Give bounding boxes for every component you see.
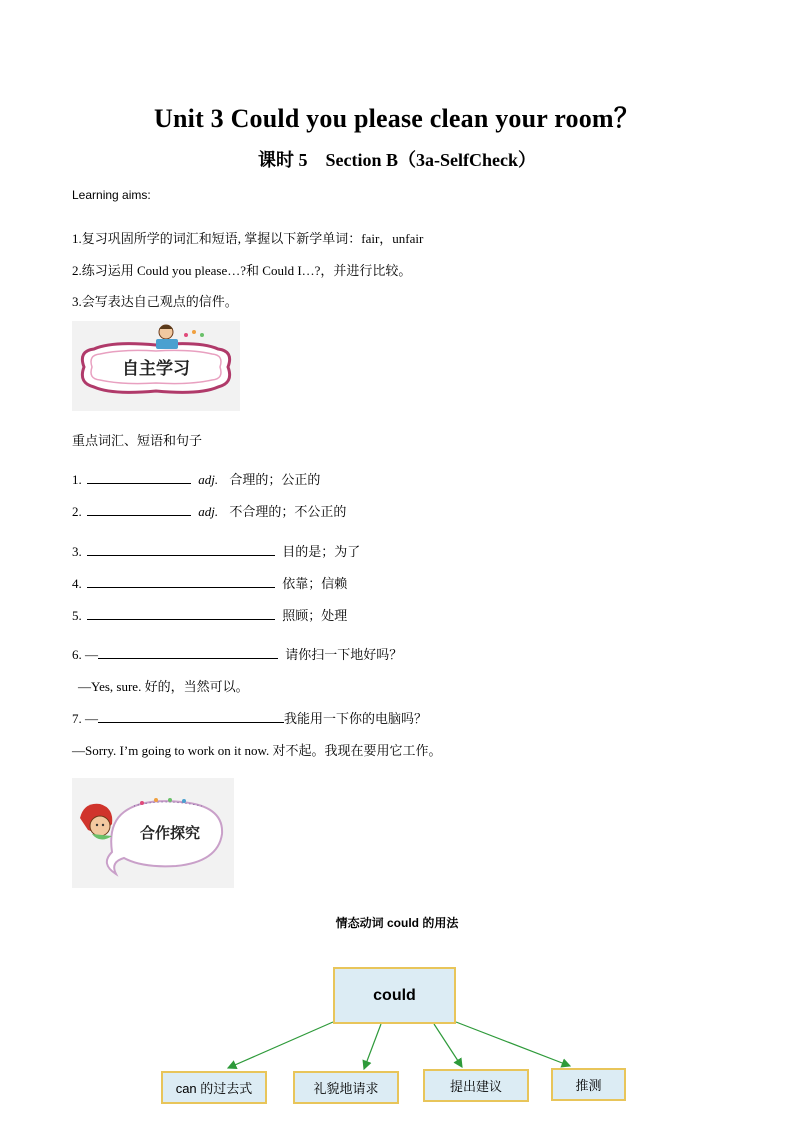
sentence-item-7 — [72, 708, 427, 727]
vocab-abbr: adj. — [198, 472, 219, 487]
page-title: Unit 3 Could you please clean your room？ — [154, 104, 640, 133]
sentence-item-6 — [72, 644, 402, 663]
vocab-num: 3. — [72, 544, 82, 559]
answer-blank[interactable] — [87, 575, 275, 588]
vocab-meaning: 目的是；为了 — [282, 544, 361, 559]
diagram-root-could: could — [333, 967, 456, 1024]
vocab-num: 6. — — [72, 647, 98, 662]
vocab-meaning: 请你扫一下地好吗？ — [285, 647, 403, 662]
vocab-meaning: 我能用一下你的电脑吗？ — [284, 711, 428, 726]
vocab-abbr: adj. — [198, 504, 219, 519]
page-subtitle: 课时 5 Section B（3a-SelfCheck） — [258, 150, 536, 170]
self-study-badge — [72, 321, 240, 411]
vocab-item-4 — [72, 573, 347, 592]
sentence-answer-6: —Yes, sure. 好的，当然可以。 — [78, 679, 249, 694]
self-study-label: 自主学习 — [122, 359, 190, 379]
arrow-to-inference — [456, 1022, 570, 1066]
answer-blank[interactable] — [87, 543, 275, 556]
vocab-item-2 — [72, 501, 346, 520]
diagram-node-past-tense: can 的过去式 — [161, 1071, 267, 1104]
aim-item-3: 3.会写表达自己观点的信件。 — [72, 294, 238, 309]
aim-item-2: 2.练习运用 Could you please…?和 Could I…?，并进行比较。 — [72, 263, 412, 278]
self-study-badge-art — [72, 321, 240, 411]
answer-blank[interactable] — [87, 503, 191, 516]
vocab-item-3 — [72, 541, 360, 560]
vocab-meaning: 合理的；公正的 — [229, 472, 321, 487]
answer-blank[interactable] — [98, 646, 278, 659]
arrow-to-polite-request — [364, 1024, 381, 1069]
diagram-title: 情态动词 could 的用法 — [335, 916, 459, 930]
aim-item-1: 1.复习巩固所学的词汇和短语, 掌握以下新学单词：fair，unfair — [72, 231, 424, 246]
vocab-num: 2. — [72, 504, 82, 519]
answer-blank[interactable] — [98, 710, 284, 723]
diagram-node-suggestion: 提出建议 — [423, 1069, 529, 1102]
vocab-num: 5. — [72, 608, 82, 623]
vocab-meaning: 不合理的；不公正的 — [229, 504, 347, 519]
sentence-answer-7: —Sorry. I’m going to work on it now. 对不起。我现在要用它工作。 — [72, 743, 442, 758]
answer-blank[interactable] — [87, 471, 191, 484]
vocab-num: 1. — [72, 472, 82, 487]
cooperate-badge-art — [72, 778, 234, 888]
arrow-to-past-tense — [228, 1022, 333, 1068]
cooperate-badge — [72, 778, 234, 888]
vocab-meaning: 依靠；信赖 — [282, 576, 348, 591]
vocab-heading: 重点词汇、短语和句子 — [72, 433, 203, 448]
diagram-node-inference: 推测 — [551, 1068, 626, 1101]
vocab-meaning: 照顾；处理 — [282, 608, 348, 623]
arrow-to-suggestion — [434, 1024, 462, 1067]
answer-blank[interactable] — [87, 607, 275, 620]
diagram-node-polite-request: 礼貌地请求 — [293, 1071, 399, 1104]
vocab-num: 4. — [72, 576, 82, 591]
vocab-num: 7. — — [72, 711, 98, 726]
vocab-item-5 — [72, 605, 347, 624]
aims-heading: Learning aims: — [72, 188, 151, 202]
cooperate-label: 合作探究 — [139, 824, 201, 842]
vocab-item-1 — [72, 469, 320, 488]
